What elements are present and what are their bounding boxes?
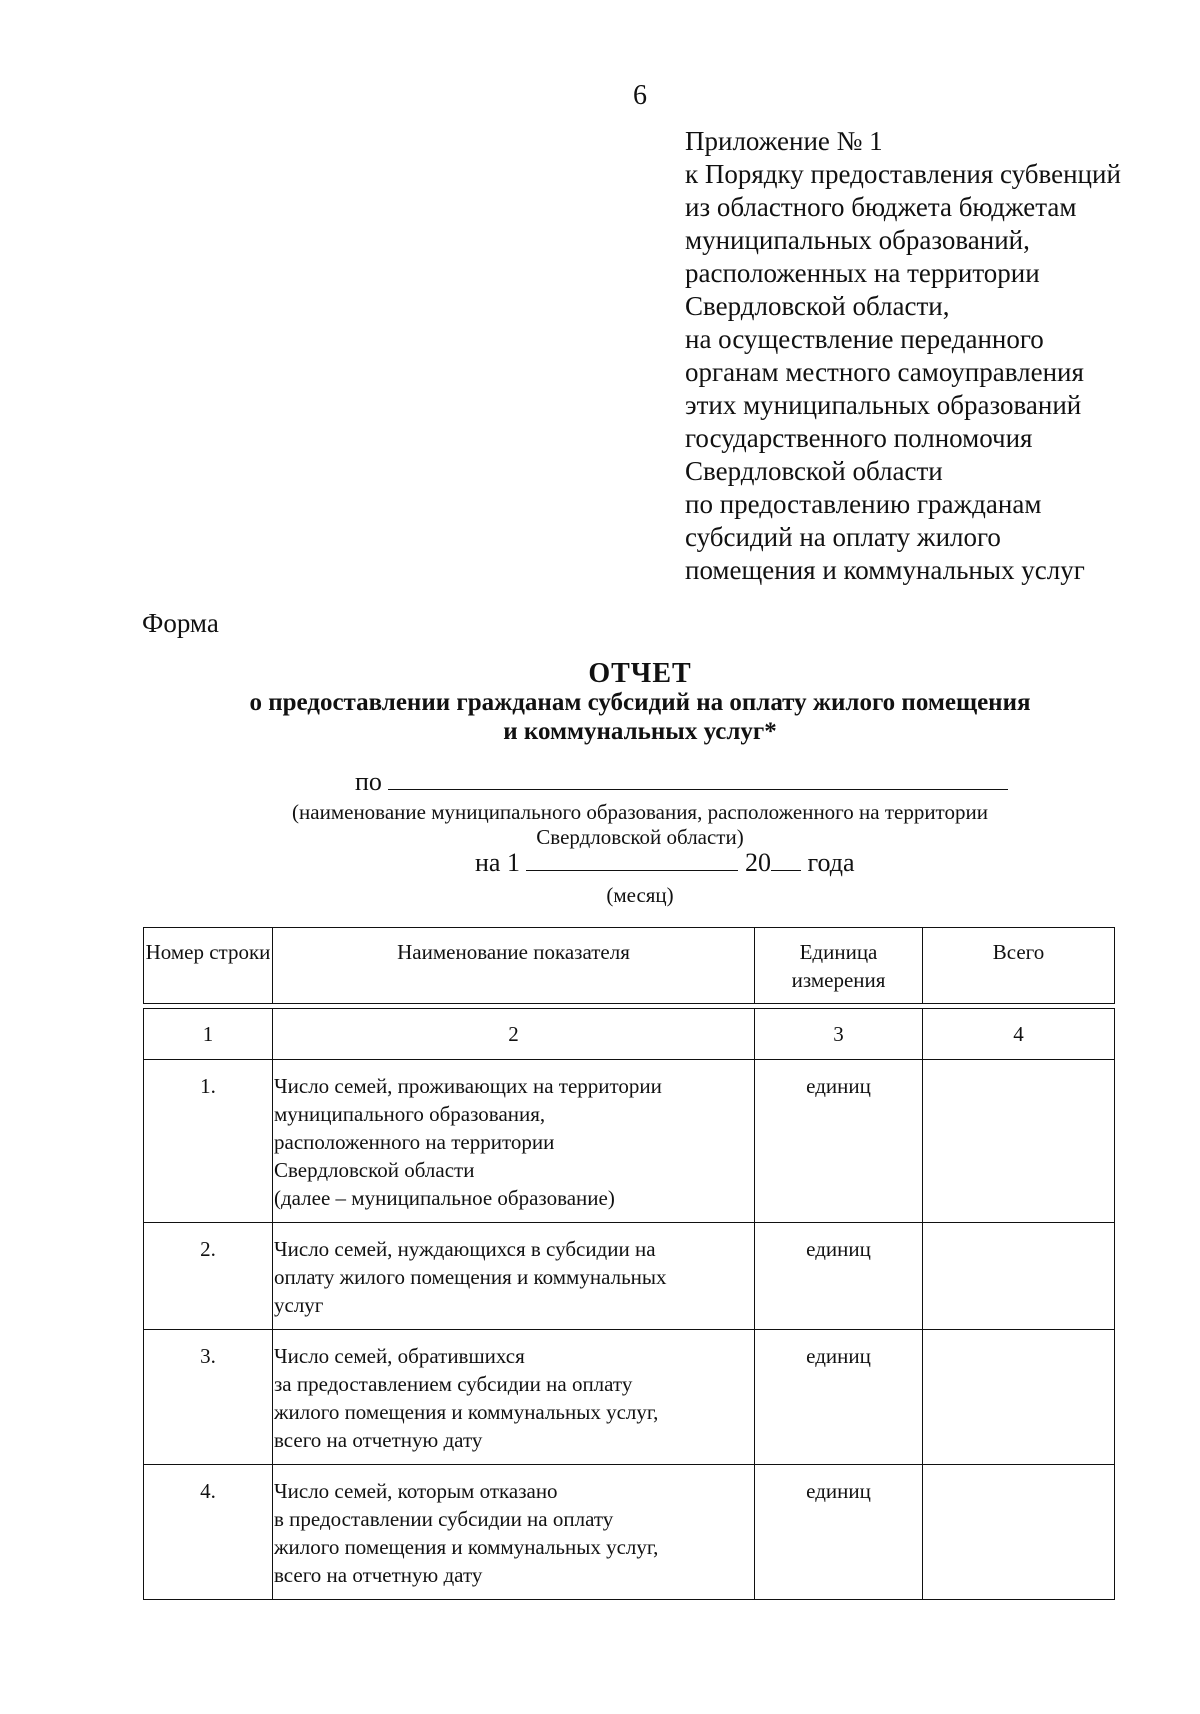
month-blank[interactable] [526,848,738,871]
appendix-line: Свердловской области, [685,291,950,321]
column-number: 1 [144,1009,273,1060]
indicator-line: всего на отчетную дату [274,1428,483,1452]
po-prefix: по [355,767,382,796]
year-prefix: 20 [744,848,771,877]
column-number: 3 [755,1009,923,1060]
indicator-line: Свердловской области [274,1158,475,1182]
report-subtitle-line: о предоставлении гражданам субсидий на оплату жилого помещения [249,689,1031,716]
year-blank[interactable] [771,848,801,871]
row-indicator-name [273,1223,755,1330]
appendix-line: этих муниципальных образований [685,390,1082,420]
table-row [144,1060,1115,1223]
row-indicator-name [273,1465,755,1600]
indicator-line: в предоставлении субсидии на оплату [274,1507,614,1531]
column-number: 2 [273,1009,755,1060]
column-number: 4 [923,1009,1115,1060]
indicator-line: Число семей, которым отказано [274,1479,558,1503]
indicator-line: Число семей, нуждающихся в субсидии на [274,1237,656,1261]
indicator-line: Число семей, проживающих на территории [274,1074,662,1098]
date-prefix: на 1 [475,848,520,877]
indicator-line: за предоставлением субсидии на оплату [274,1372,633,1396]
header-total: Всего [923,928,1115,1004]
date-line [475,848,855,878]
header-indicator-name: Наименование показателя [273,928,755,1004]
indicator-line: Число семей, обратившихся [274,1344,525,1368]
municipality-hint-line: Свердловской области) [536,825,744,849]
row-number: 2. [144,1223,273,1330]
month-hint: (месяц) [606,883,674,907]
page-number: 6 [633,80,647,111]
appendix-line: Приложение № 1 [685,126,883,156]
appendix-line: из областного бюджета бюджетам [685,192,1077,222]
row-indicator-name [273,1060,755,1223]
appendix-line: к Порядку предоставления субвенций [685,159,1121,189]
appendix-line: государственного полномочия [685,423,1033,453]
row-unit: единиц [755,1060,923,1223]
row-indicator-name [273,1330,755,1465]
table-row [144,1465,1115,1600]
appendix-line: по предоставлению гражданам [685,489,1042,519]
form-label: Форма [142,608,219,638]
appendix-block [685,125,1121,587]
municipality-hint-line: (наименование муниципального образования, расположенного на территории [292,800,988,824]
indicator-line: (далее – муниципальное образование) [274,1186,615,1210]
indicator-line: муниципального образования, [274,1102,546,1126]
report-subtitle-line: и коммунальных услуг* [503,718,777,745]
indicator-line: всего на отчетную дату [274,1563,483,1587]
indicator-line: расположенного на территории [274,1130,555,1154]
appendix-line: субсидий на оплату жилого [685,522,1001,552]
row-total-cell[interactable] [923,1223,1115,1330]
appendix-line: на осуществление переданного [685,324,1044,354]
row-total-cell[interactable] [923,1060,1115,1223]
appendix-line: Свердловской области [685,456,943,486]
row-number: 4. [144,1465,273,1600]
indicator-line: жилого помещения и коммунальных услуг, [274,1535,659,1559]
row-number: 3. [144,1330,273,1465]
row-total-cell[interactable] [923,1465,1115,1600]
report-subtitle [0,688,1200,746]
indicator-line: оплату жилого помещения и коммунальных [274,1265,667,1289]
municipality-blank[interactable] [388,767,1008,790]
row-number: 1. [144,1060,273,1223]
table-header-row [144,928,1115,1004]
indicator-line: услуг [274,1293,324,1317]
indicator-line: жилого помещения и коммунальных услуг, [274,1400,659,1424]
appendix-line: органам местного самоуправления [685,357,1084,387]
appendix-line: помещения и коммунальных услуг [685,555,1085,585]
column-number-row [144,1009,1115,1060]
report-title: ОТЧЕТ [588,658,692,689]
appendix-line: муниципальных образований, [685,225,1030,255]
row-unit: единиц [755,1465,923,1600]
row-unit: единиц [755,1223,923,1330]
date-suffix: года [807,848,855,877]
municipality-hint [0,800,1200,850]
appendix-line: расположенных на территории [685,258,1040,288]
table-row [144,1330,1115,1465]
report-table [143,927,1115,1600]
municipality-line [355,767,1008,797]
table-row [144,1223,1115,1330]
row-total-cell[interactable] [923,1330,1115,1465]
row-unit: единиц [755,1330,923,1465]
header-row-number: Номер строки [144,928,273,1004]
header-unit: Единица измерения [755,928,923,1004]
